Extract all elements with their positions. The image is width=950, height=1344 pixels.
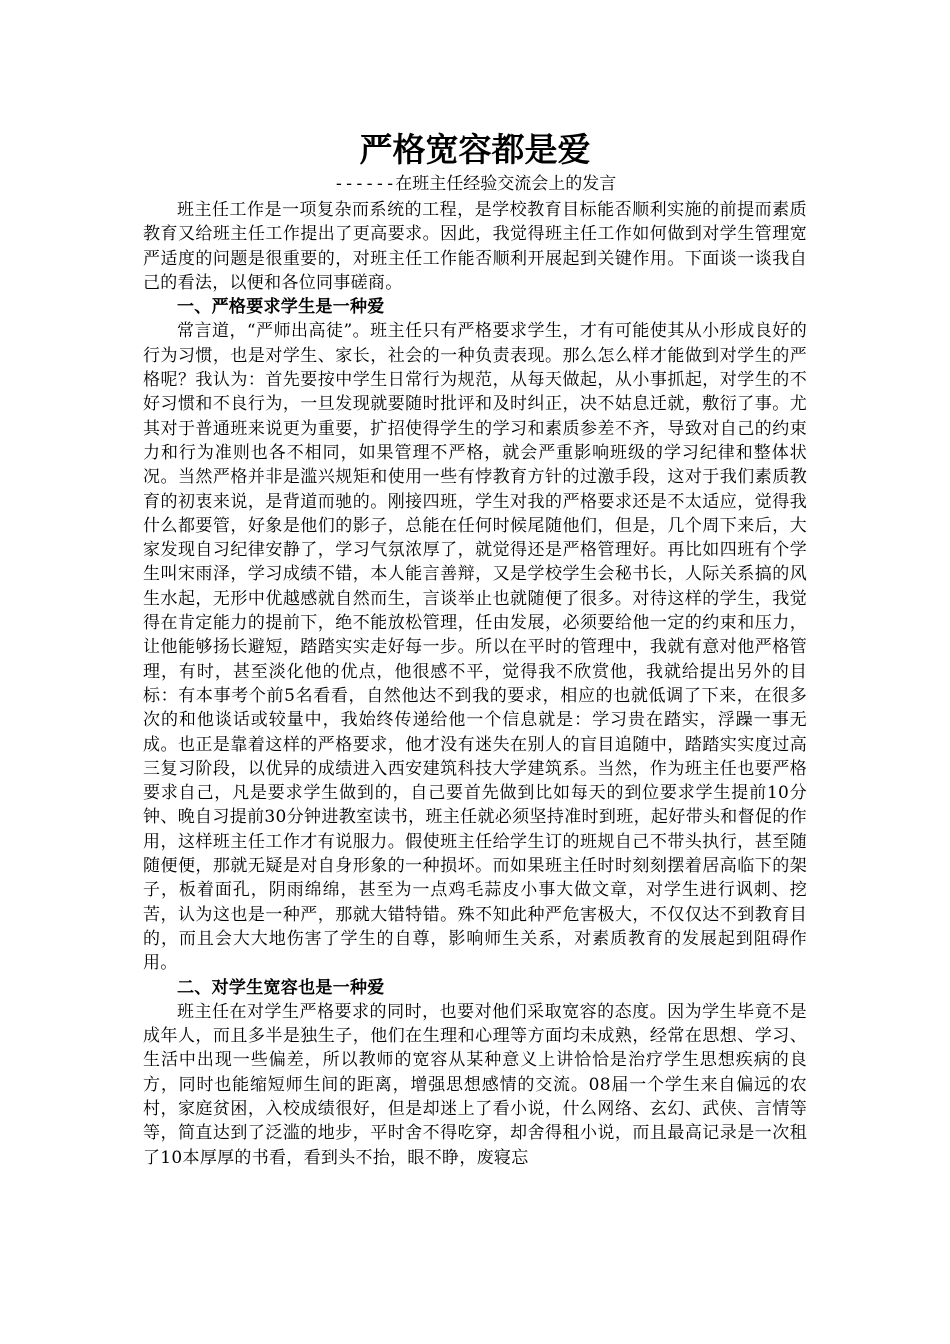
document-body (143, 198, 807, 1170)
intro-paragraph: 班主任工作是一项复杂而系统的工程，是学校教育目标能否顺利实施的前提而素质教育又给班主任工作提出了更高要求。因此，我觉得班主任工作如何做到对学生管理宽严适度的问题是很重要的，对班主任工作能否顺利开展起到关键作用。下面谈一谈我自己的看法，以便和各位同事磋商。 (143, 200, 807, 293)
document-subtitle: ------在班主任经验交流会上的发言 (333, 174, 617, 194)
section-heading-1: 一、严格要求学生是一种爱 (177, 297, 385, 318)
document-title: 严格宽容都是爱 (359, 130, 591, 169)
section-paragraph-1: 常言道，“严师出高徒”。班主任只有严格要求学生，才有可能使其从小形成良好的行为习惯，也是对学生、家长，社会的一种负责表现。那么怎么样才能做到对学生的严格呢？我认为：首先要按中学生日常行为规范，从每天做起，从小事抓起，对学生的不好习惯和不良行为，一旦发现就要随时批评和及时纠正，决不姑息迁就，敷衍了事。尤其对于普通班来说更为重要，扩招使得学生的学习和素质参差不齐，导致对自己的约束力和行为准则也各不相同，如果管理不严格，就会严重影响班级的学习纪律和整体状况。当然严格并非是滥兴规矩和使用一些有悖教育方针的过激手段，这对于我们素质教育的初衷来说，是背道而驰的。刚接四班，学生对我的严格要求还是不太适应，觉得我什么都要管，好象是他们的影子，总能在任何时候尾随他们，但是，几个周下来后，大家发现自习纪律安静了，学习气氛浓厚了，就觉得还是严格管理好。再比如四班有个学生叫宋雨泽，学习成绩不错，本人能言善辩，又是学校学生会秘书长，人际关系搞的风生水起，无形中优越感就自然而生，言谈举止也就随便了很多。对待这样的学生，我觉得在肯定能力的提前下，绝不能放松管理，任由发展，必须要给他一定的约束和压力，让他能够扬长避短，踏踏实实走好每一步。所以在平时的管理中，我就有意对他严格管理，有时，甚至淡化他的优点，他很感不平，觉得我不欣赏他，我就给提出另外的目标：有本事考个前5名看看，自然他达不到我的要求，相应的也就低调了下来，在很多次的和他谈话或较量中，我始终传递给他一个信息就是：学习贵在踏实，浮躁一事无成。也正是靠着这样的严格要求，他才没有迷失在别人的盲目追随中，踏踏实实度过高三复习阶段，以优异的成绩进入西安建筑科技大学建筑系。当然，作为班主任也要严格要求自己，凡是要求学生做到的，自己要首先做到比如每天的到位要求学生提前10分钟、晚自习提前30分钟进教室读书，班主任就必须坚持准时到班，起好带头和督促的作用，这样班主任工作才有说服力。假使班主任给学生订的班规自己不带头执行，甚至随随便便，那就无疑是对自身形象的一种损坏。而如果班主任时时刻刻摆着居高临下的架子，板着面孔，阴雨绵绵，甚至为一点鸡毛蒜皮小事大做文章，对学生进行讽刺、挖苦，认为这也是一种严，那就大错特错。殊不知此种严危害极大，不仅仅达不到教育目的，而且会大大地伤害了学生的自尊，影响师生关系，对素质教育的发展起到阻碍作用。 (143, 321, 807, 974)
section-paragraph-2: 班主任在对学生严格要求的同时，也要对他们采取宽容的态度。因为学生毕竟不是成年人，而且多半是独生子，他们在生理和心理等方面均未成熟，经常在思想、学习、生活中出现一些偏差，所以教师的宽容从某种意义上讲恰恰是治疗学生思想疾病的良方，同时也能缩短师生间的距离，增强思想感情的交流。08届一个学生来自偏远的农村，家庭贫困，入校成绩很好，但是却迷上了看小说，什么网络、玄幻、武侠、言情等等，简直达到了泛滥的地步，平时舍不得吃穿，却舍得租小说，而且最高记录是一次租了10本厚厚的书看，看到头不抬，眼不睁，废寝忘 (143, 1001, 807, 1168)
section-heading-2: 二、对学生宽容也是一种爱 (177, 977, 385, 998)
